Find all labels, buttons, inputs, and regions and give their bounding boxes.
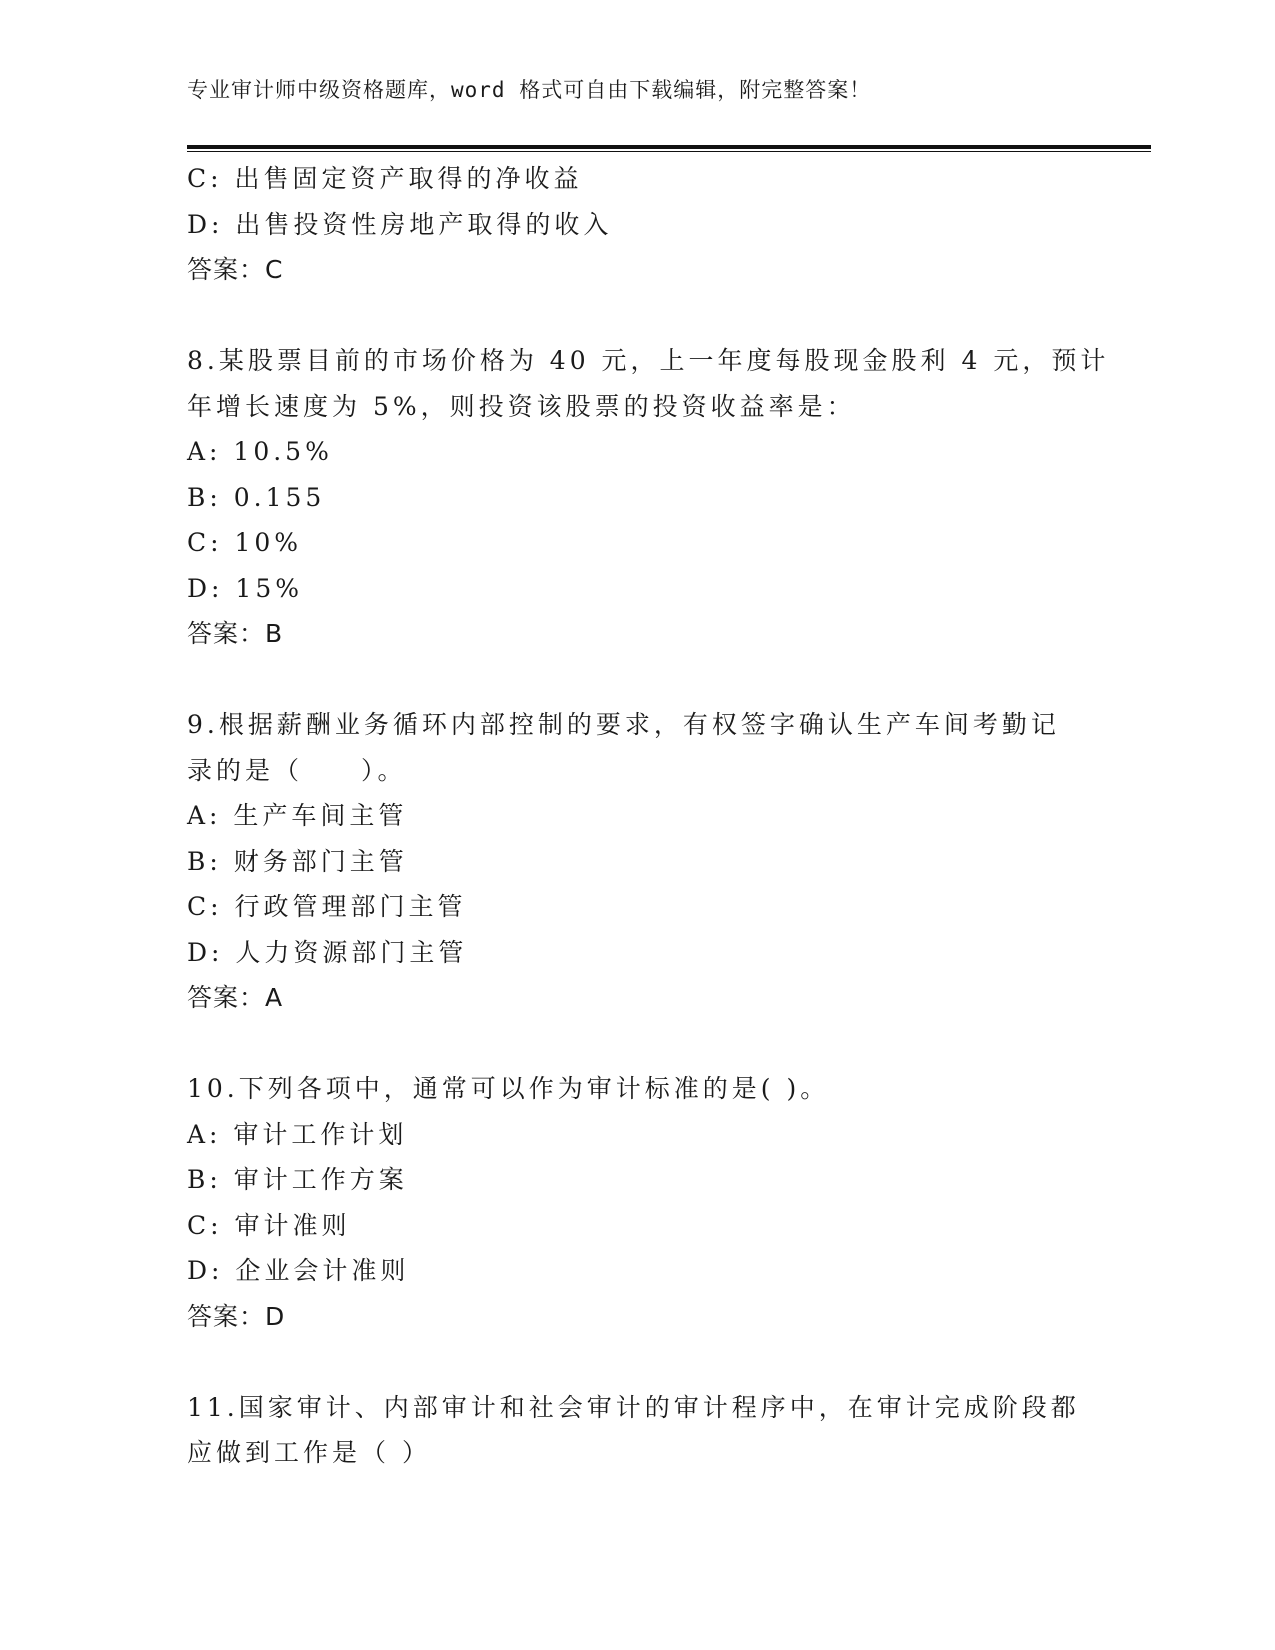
question-block (187, 338, 1110, 657)
question-text: 9.根据薪酬业务循环内部控制的要求，有权签字确认生产车间考勤记 (187, 710, 1060, 739)
header-divider-thin (187, 151, 1151, 152)
question-text: 应做到工作是（ ） (187, 1438, 431, 1467)
option: D: 企业会计准则 (187, 1256, 410, 1285)
option: C: 出售固定资产取得的净收益 (187, 164, 583, 193)
question-list (187, 156, 1110, 1476)
question-text: 8.某股票目前的市场价格为 40 元，上一年度每股现金股利 4 元，预计 (187, 346, 1110, 375)
header-divider (187, 145, 1151, 149)
spacer (187, 657, 1087, 703)
option: A: 审计工作计划 (187, 1119, 408, 1149)
question-block (187, 156, 1087, 293)
option: C: 行政管理部门主管 (187, 892, 467, 921)
option: B: 财务部门主管 (187, 846, 408, 876)
question-text: 录的是（ ）。 (187, 755, 407, 785)
question-block (187, 1066, 1087, 1339)
question-block (187, 1385, 1087, 1476)
answer: 答案：D (187, 1301, 286, 1331)
spacer (187, 1339, 1087, 1385)
option: B: 0.155 (187, 482, 326, 512)
option: B: 审计工作方案 (187, 1165, 408, 1194)
option: D: 人力资源部门主管 (187, 937, 468, 967)
option: A: 10.5% (187, 437, 333, 466)
option: C: 审计准则 (187, 1210, 351, 1240)
question-text: 年增长速度为 5%，则投资该股票的投资收益率是： (187, 391, 856, 421)
spacer (187, 293, 1087, 339)
answer: 答案：C (187, 255, 284, 284)
option: C: 10% (187, 528, 303, 557)
answer: 答案：A (187, 983, 284, 1012)
spacer (187, 1021, 1087, 1067)
option: D: 出售投资性房地产取得的收入 (187, 209, 613, 239)
question-block (187, 702, 1087, 1021)
option: D: 15% (187, 573, 303, 603)
page-header: 专业审计师中级资格题库，word 格式可自由下载编辑，附完整答案！ (187, 78, 872, 102)
answer: 答案：B (187, 619, 284, 648)
question-text: 10.下列各项中，通常可以作为审计标准的是( )。 (187, 1074, 830, 1103)
option: A: 生产车间主管 (187, 801, 408, 830)
question-text: 11.国家审计、内部审计和社会审计的审计程序中，在审计完成阶段都 (187, 1392, 1080, 1422)
